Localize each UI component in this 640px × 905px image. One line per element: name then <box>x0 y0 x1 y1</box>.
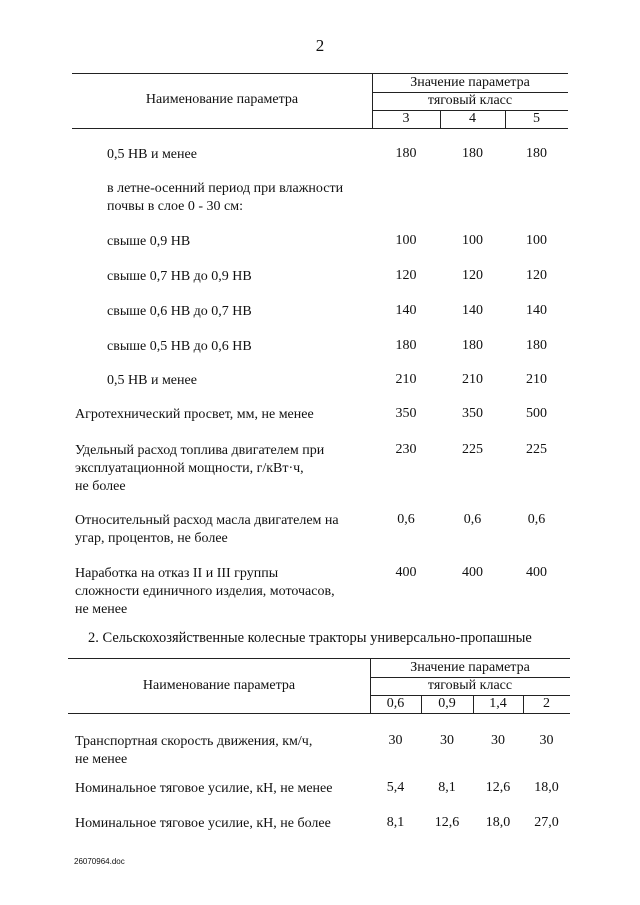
section-2-title: 2. Сельскохозяйственные колесные тракторы универсально-пропашные <box>88 630 532 646</box>
row-label: не более <box>75 479 126 494</box>
cell-value: 230 <box>395 442 417 457</box>
cell-value: 350 <box>395 406 417 421</box>
cell-value: 12,6 <box>434 815 460 830</box>
table1-class-4: 4 <box>469 111 476 126</box>
row-label: почвы в слое 0 - 30 см: <box>107 199 244 214</box>
table1-header-bottom-rule <box>72 128 568 129</box>
cell-value: 210 <box>526 372 547 387</box>
table2-top-rule <box>68 658 570 659</box>
row-label: Наработка на отказ II и III группы <box>75 566 279 581</box>
cell-value: 30 <box>440 733 454 748</box>
table1-class-3: 3 <box>402 111 410 126</box>
row-label: свыше 0,9 НВ <box>107 234 191 249</box>
cell-value: 225 <box>526 442 547 457</box>
cell-value: 27,0 <box>534 815 559 830</box>
cell-value: 30 <box>388 733 403 748</box>
cell-value: 0,6 <box>527 512 546 527</box>
page-number: 2 <box>315 36 325 55</box>
row-label: угар, процентов, не более <box>75 531 228 546</box>
row-label: 0,5 НВ и менее <box>107 373 197 388</box>
table1-value-title: Значение параметра <box>410 75 530 90</box>
table2-class-06: 0,6 <box>386 696 405 711</box>
table2-param-name-header: Наименование параметра <box>142 678 296 693</box>
row-label: Агротехнический просвет, мм, не менее <box>75 407 314 422</box>
cell-value: 120 <box>462 268 483 283</box>
cell-value: 140 <box>526 303 547 318</box>
cell-value: 180 <box>395 146 417 161</box>
row-label: свыше 0,7 НВ до 0,9 НВ <box>107 269 252 284</box>
row-label: Удельный расход топлива двигателем при <box>75 443 325 458</box>
cell-value: 5,4 <box>386 780 405 795</box>
cell-value: 120 <box>395 268 417 283</box>
table1-class-5: 5 <box>533 111 540 126</box>
row-label: Относительный расход масла двигателем на <box>75 513 339 528</box>
cell-value: 210 <box>462 372 483 387</box>
row-label: эксплуатационной мощности, г/кВт·ч, <box>75 461 304 476</box>
cell-value: 225 <box>462 442 483 457</box>
cell-value: 8,1 <box>386 815 405 830</box>
cell-value: 180 <box>526 146 547 161</box>
table2-value-title: Значение параметра <box>410 660 530 675</box>
cell-value: 400 <box>395 565 417 580</box>
row-label: Номинальное тяговое усилие, кН, не более <box>75 816 331 831</box>
cell-value: 140 <box>462 303 483 318</box>
cell-value: 140 <box>395 303 417 318</box>
row-label: в летне-осенний период при влажности <box>107 181 344 196</box>
cell-value: 400 <box>526 565 547 580</box>
table2-header-bottom-rule <box>68 713 570 714</box>
cell-value: 12,6 <box>485 780 511 795</box>
cell-value: 120 <box>526 268 547 283</box>
cell-value: 210 <box>395 372 417 387</box>
cell-value: 0,6 <box>463 512 482 527</box>
cell-value: 100 <box>526 233 547 248</box>
cell-value: 30 <box>491 733 505 748</box>
footer-filename: 26070964.doc <box>74 857 125 866</box>
cell-value: 100 <box>462 233 483 248</box>
row-label: сложности единичного изделия, моточасов, <box>75 584 335 599</box>
cell-value: 100 <box>395 233 417 248</box>
cell-value: 400 <box>462 565 483 580</box>
cell-value: 18,0 <box>534 780 559 795</box>
cell-value: 180 <box>395 338 417 353</box>
row-label: свыше 0,5 НВ до 0,6 НВ <box>107 339 252 354</box>
cell-value: 30 <box>539 733 554 748</box>
row-label: свыше 0,6 НВ до 0,7 НВ <box>107 304 252 319</box>
row-label: не менее <box>75 602 128 617</box>
cell-value: 180 <box>526 338 547 353</box>
table2-class-title: тяговый класс <box>427 678 513 693</box>
row-label: Номинальное тяговое усилие, кН, не менее <box>75 781 333 796</box>
table2-class-2: 2 <box>543 696 550 711</box>
table1-param-name-header: Наименование параметра <box>145 92 299 107</box>
cell-value: 180 <box>462 146 483 161</box>
row-label: 0,5 НВ и менее <box>107 147 197 162</box>
table1-class-title: тяговый класс <box>427 93 513 108</box>
cell-value: 8,1 <box>438 780 456 795</box>
cell-value: 500 <box>526 406 547 421</box>
cell-value: 350 <box>462 406 483 421</box>
row-label: Транспортная скорость движения, км/ч, <box>75 734 313 749</box>
cell-value: 180 <box>462 338 483 353</box>
table2-class-14: 1,4 <box>489 696 507 711</box>
cell-value: 18,0 <box>485 815 511 830</box>
table1-top-rule <box>72 73 568 74</box>
row-label: не менее <box>75 752 128 767</box>
table2-class-09: 0,9 <box>438 696 456 711</box>
cell-value: 0,6 <box>397 512 415 527</box>
